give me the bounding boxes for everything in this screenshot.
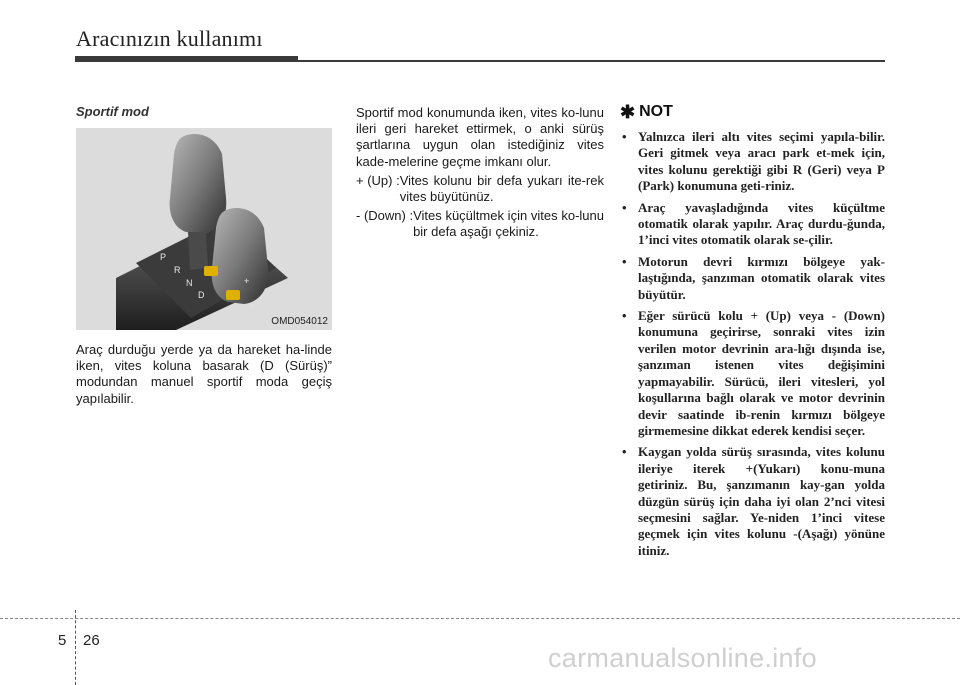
bullet-icon: •	[622, 444, 627, 460]
footer-vertical-divider	[75, 610, 76, 685]
intro-paragraph: Araç durduğu yerde ya da hareket ha-linde iken, vites koluna basarak (D (Sürüş)” modundan manuel sportif moda geçiş yapılabilir.	[76, 342, 332, 406]
gear-label-p: P	[160, 252, 167, 262]
sport-mode-paragraph: Sportif mod konumunda iken, vites ko-lunu ileri geri hareket ettirmek, o anki sürüş şartlarına uygun olan istediğiniz vites kade-melerine geçme imkanı olur.	[356, 105, 604, 169]
bullet-icon: •	[622, 308, 627, 324]
bullet-icon: •	[622, 253, 627, 269]
figure-code: OMD054012	[271, 316, 328, 327]
page-number: 26	[83, 632, 100, 649]
gear-label-n: N	[186, 278, 193, 288]
middle-column	[356, 105, 604, 241]
note-item	[620, 129, 885, 195]
note-item-text: Kaygan yolda sürüş sırasında, vites kolunu ileriye iterek +(Yukarı) konu-muna getiriniz. Bu, şanzımanın kay-gan yolda düzgün sürüş için daha iyi olan 2’nci vitesi seçmesini sağlar. Ye-niden 1’inci vitese geçmek için vites kolunu -(Aşağı) yönüne itiniz.	[638, 444, 885, 558]
definition-desc: Vites küçültmek için vites ko-lunu bir defa aşağı çekiniz.	[413, 208, 604, 240]
definition-up	[356, 173, 604, 205]
gear-shift-figure	[76, 128, 332, 330]
bullet-icon: •	[622, 199, 627, 215]
section-subheading: Sportif mod	[76, 104, 149, 119]
gear-label-d: D	[198, 290, 205, 300]
note-item	[620, 200, 885, 249]
asterisk-icon: ✱	[620, 102, 636, 122]
definition-term: + (Up) :	[356, 172, 400, 188]
footer-divider	[0, 618, 960, 619]
intro-paragraph-block	[76, 342, 332, 407]
header-rule-thin	[298, 60, 885, 62]
note-list	[620, 129, 885, 559]
note-item-text: Eğer sürücü kolu + (Up) veya - (Down) konumuna geçirirse, sonraki vites izin verilen motor devrinin ara-lığı dışında ise, şanzıman istenen vites değişimini yapmayabilir. Sürücü, ileri vitesleri, yol koşullarına bağlı olarak ve motor devrinin devir saatinde ib-renin kırmızı bölgeye girmemesine dikkat ederek kendisi seçer.	[638, 308, 885, 438]
note-item-text: Araç yavaşladığında vites küçültme otomatik olarak yapılır. Araç durdu-ğunda, 1’inci vites otomatik olarak se-çilir.	[638, 199, 885, 248]
watermark: carmanualsonline.info	[548, 643, 817, 673]
note-box	[620, 103, 885, 564]
gear-shift-illustration	[76, 128, 332, 330]
highlight-arrow-a	[204, 266, 218, 276]
page-header-title: Aracınızın kullanımı	[76, 26, 263, 51]
bullet-icon: •	[622, 129, 627, 144]
definition-desc: Vites kolunu bir defa yukarı ite-rek vites büyütünüz.	[399, 172, 604, 205]
note-item-text: Motorun devri kırmızı bölgeye yak-laştığında, şanzıman otomatik olarak vites büyütür.	[638, 253, 885, 302]
note-item-text: Yalnızca ileri altı vites seçimi yapıla-bilir. Geri gitmek veya aracı park et-mek için, vites kolunu gerektiği gibi R (Geri) veya P (Park) konumuna geti-riniz.	[638, 129, 885, 194]
gear-label-plus: +	[244, 276, 250, 286]
gear-label-minus: -	[250, 300, 253, 310]
highlight-arrow-b	[226, 290, 240, 300]
note-title: NOT	[639, 103, 673, 120]
note-heading	[620, 103, 885, 121]
note-item	[620, 444, 885, 559]
definition-down	[356, 208, 604, 240]
header-rule-thick	[75, 56, 298, 62]
gear-label-r: R	[174, 265, 181, 275]
note-item	[620, 308, 885, 439]
note-item	[620, 254, 885, 303]
definition-term: - (Down) :	[356, 208, 414, 224]
chapter-number: 5	[58, 632, 67, 649]
